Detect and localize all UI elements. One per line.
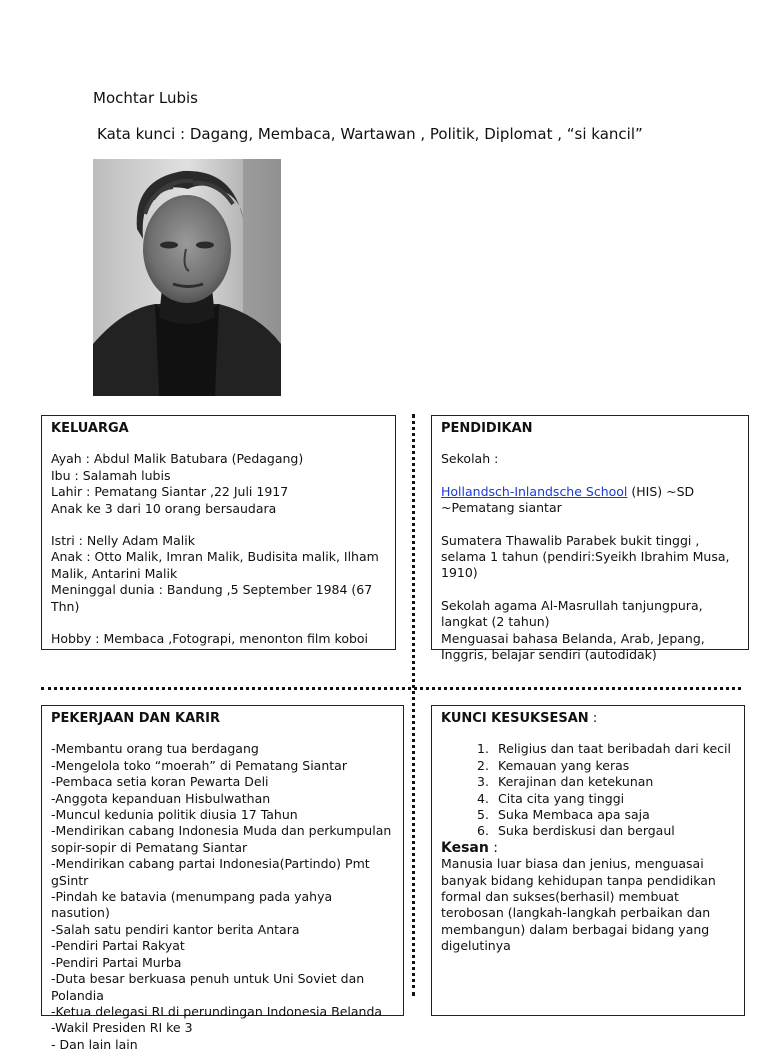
pekerjaan-item: -Duta besar berkuasa penuh untuk Uni Soviet dan Polandia <box>51 971 365 1003</box>
pekerjaan-title: PEKERJAAN DAN KARIR <box>51 711 220 726</box>
kesan-heading <box>441 840 735 856</box>
kunci-item <box>477 774 735 790</box>
page-title: Mochtar Lubis <box>93 89 198 107</box>
lahir-text: Lahir : Pematang Siantar ,22 Juli 1917 <box>51 484 289 500</box>
kunci-item-text: Kerajinan dan ketekunan <box>498 774 654 790</box>
kunci-title-line <box>441 711 735 727</box>
bahasa-text: Menguasai bahasa Belanda, Arab, Jepang, Inggris, belajar sendiri (autodidak) <box>441 630 705 663</box>
kunci-item-text: Suka berdiskusi dan bergaul <box>498 823 675 839</box>
pekerjaan-item: -Anggota kepanduan Hisbulwathan <box>51 790 271 806</box>
ayah-text: Ayah : Abdul Malik Batubara (Pedagang) <box>51 451 304 467</box>
hobby-text: Hobby : Membaca ,Fotograpi, menonton film koboi <box>51 631 369 647</box>
kunci-item-number: 2. <box>477 757 489 773</box>
istri-text: Istri : Nelly Adam Malik <box>51 533 195 549</box>
anak-ke-text: Anak ke 3 dari 10 orang bersaudara <box>51 500 277 516</box>
pekerjaan-item: -Ketua delegasi RI di perundingan Indonesia Belanda <box>51 1003 383 1019</box>
horizontal-divider <box>41 687 741 690</box>
pekerjaan-item: -Mendirikan cabang partai Indonesia(Partindo) Pmt gSintr <box>51 856 370 888</box>
pekerjaan-item: -Muncul kedunia politik diusia 17 Tahun <box>51 807 298 823</box>
his-rest: (HIS) ~SD ~Pematang siantar <box>441 483 695 516</box>
anak-text: Anak : Otto Malik, Imran Malik, Budisita malik, Ilham Malik, Antarini Malik <box>51 549 379 581</box>
kunci-item <box>477 791 735 807</box>
his-link[interactable]: Hollandsch-Inlandsche School <box>441 483 628 499</box>
kunci-title-suffix: : <box>588 711 598 726</box>
kunci-item <box>477 823 735 839</box>
kunci-item-text: Suka Membaca apa saja <box>498 807 650 823</box>
kesan-label: Kesan <box>441 839 489 856</box>
kunci-item-number: 1. <box>477 741 489 757</box>
portrait-photo <box>93 159 281 396</box>
kunci-box <box>431 705 745 1016</box>
pekerjaan-list <box>51 741 394 1053</box>
pekerjaan-item: -Salah satu pendiri kantor berita Antara <box>51 921 300 937</box>
his-line <box>441 484 739 517</box>
pekerjaan-box <box>41 705 404 1052</box>
vertical-divider <box>412 414 415 996</box>
kunci-item-number: 4. <box>477 790 489 806</box>
kunci-item-number: 3. <box>477 774 489 790</box>
keluarga-box <box>41 415 396 650</box>
kunci-item-number: 5. <box>477 807 489 823</box>
kunci-title: KUNCI KESUKSESAN <box>441 711 589 726</box>
kunci-item <box>477 758 735 774</box>
kunci-item-text: Cita cita yang tinggi <box>498 790 625 806</box>
pekerjaan-item: - Dan lain lain <box>51 1036 138 1052</box>
kesan-suffix: : <box>488 839 499 856</box>
kunci-item-text: Kemauan yang keras <box>498 757 630 773</box>
sekolah-label: Sekolah : <box>441 451 499 467</box>
pekerjaan-item: -Mendirikan cabang Indonesia Muda dan perkumpulan sopir-sopir di Pematang Siantar <box>51 823 392 855</box>
agama-text: Sekolah agama Al-Masrullah tanjungpura, langkat (2 tahun) <box>441 597 703 630</box>
kesan-text: Manusia luar biasa dan jenius, menguasai banyak bidang kehidupan tanpa pendidikan formal dan sukses(berhasil) membuat terobosan (langkah-langkah perbaikan dan membangun) dalam berbagai bidang yang digelutinya <box>441 856 716 954</box>
kunci-list <box>477 741 735 839</box>
kunci-item <box>477 741 735 757</box>
pekerjaan-item: -Pendiri Partai Murba <box>51 954 182 970</box>
pekerjaan-item: -Pembaca setia koran Pewarta Deli <box>51 774 269 790</box>
sumatera-text: Sumatera Thawalib Parabek bukit tinggi , selama 1 tahun (pendiri:Syeikh Ibrahim Musa, 1910) <box>441 532 730 581</box>
meninggal-text: Meninggal dunia : Bandung ,5 September 1984 (67 Thn) <box>51 582 373 614</box>
pekerjaan-item: -Membantu orang tua berdagang <box>51 741 259 757</box>
kunci-item <box>477 807 735 823</box>
keluarga-title: KELUARGA <box>51 421 129 436</box>
pekerjaan-item: -Pendiri Partai Rakyat <box>51 938 185 954</box>
pekerjaan-item: -Mengelola toko “moerah” di Pematang Siantar <box>51 757 347 773</box>
pekerjaan-item: -Wakil Presiden RI ke 3 <box>51 1020 193 1036</box>
pendidikan-title: PENDIDIKAN <box>441 421 533 436</box>
keywords-line: Kata kunci : Dagang, Membaca, Wartawan , Politik, Diplomat , “si kancil” <box>97 125 643 143</box>
kunci-item-text: Religius dan taat beribadah dari kecil <box>498 741 731 757</box>
ibu-text: Ibu : Salamah lubis <box>51 467 171 483</box>
kunci-item-number: 6. <box>477 823 489 839</box>
pekerjaan-item: -Pindah ke batavia (menumpang pada yahya nasution) <box>51 889 333 921</box>
pendidikan-box <box>431 415 749 663</box>
